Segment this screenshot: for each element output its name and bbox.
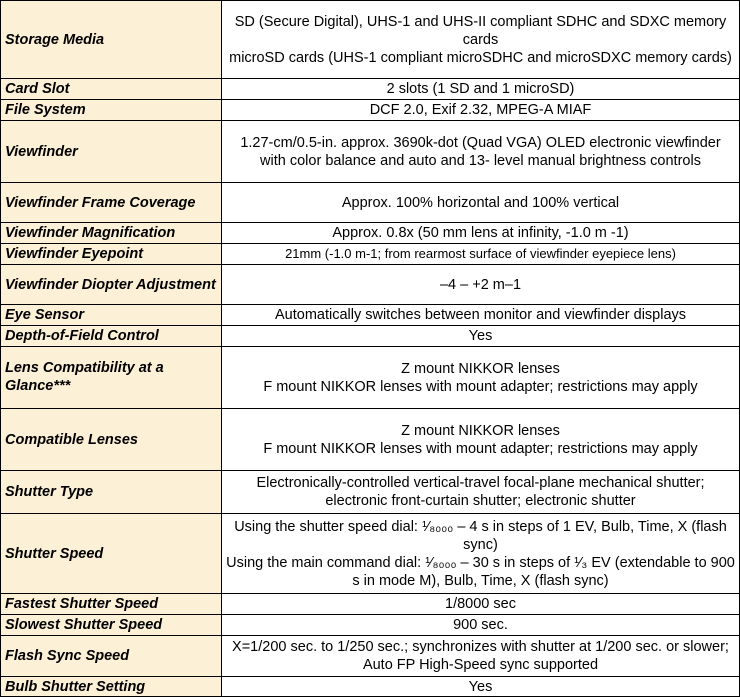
spec-row-fastest-shutter-speed: [1, 594, 740, 615]
spec-value-line: F mount NIKKOR lenses with mount adapter; restrictions may apply: [263, 378, 698, 395]
spec-row-lens-compatibility: [1, 347, 740, 409]
spec-value-line: Using the shutter speed dial: ¹⁄₈₀₀₀ – 4 s in steps of 1 EV, Bulb, Time, X (flash sync): [234, 518, 727, 553]
spec-value-line: Z mount NIKKOR lenses: [401, 422, 560, 439]
spec-label: Lens Compatibility at a Glance***: [1, 347, 222, 409]
spec-row-viewfinder-eyepoint: [1, 244, 740, 265]
spec-row-file-system: [1, 100, 740, 121]
spec-label: Viewfinder Eyepoint: [1, 244, 222, 265]
spec-row-slowest-shutter-speed: [1, 615, 740, 636]
spec-row-viewfinder-diopter-adjustment: [1, 265, 740, 305]
spec-label: Flash Sync Speed: [1, 636, 222, 677]
spec-label: Storage Media: [1, 1, 222, 79]
spec-value: [222, 615, 740, 636]
spec-value-line: SD (Secure Digital), UHS-1 and UHS-II compliant SDHC and SDXC memory cards: [234, 13, 727, 48]
spec-row-shutter-type: [1, 471, 740, 514]
spec-value: [222, 79, 740, 100]
spec-row-viewfinder-magnification: [1, 223, 740, 244]
spec-value-line: F mount NIKKOR lenses with mount adapter; restrictions may apply: [263, 440, 698, 457]
spec-value-line: Electronically-controlled vertical-travel focal-plane mechanical shutter; electronic front-curtain shutter; electronic shutter: [256, 475, 705, 509]
spec-label: Fastest Shutter Speed: [1, 594, 222, 615]
spec-label: Shutter Type: [1, 471, 222, 514]
spec-value: [222, 223, 740, 244]
spec-row-compatible-lenses: [1, 409, 740, 471]
spec-value-line: 2 slots (1 SD and 1 microSD): [386, 81, 575, 97]
spec-row-viewfinder-frame-coverage: [1, 183, 740, 223]
spec-value: [222, 183, 740, 223]
spec-row-bulb-shutter-setting: [1, 677, 740, 697]
spec-value: [222, 1, 740, 79]
spec-row-depth-of-field-control: [1, 326, 740, 347]
spec-label: Compatible Lenses: [1, 409, 222, 471]
spec-value-line: 21mm (-1.0 m-1; from rearmost surface of viewfinder eyepiece lens): [285, 246, 676, 261]
spec-label: Viewfinder: [1, 121, 222, 183]
spec-label: File System: [1, 100, 222, 121]
spec-value-line: 1.27-cm/0.5-in. approx. 3690k-dot (Quad VGA) OLED electronic viewfinder with color balance and auto and 13- level manual brightness controls: [240, 134, 721, 169]
spec-value-line: microSD cards (UHS-1 compliant microSDHC and microSDXC memory cards): [229, 49, 732, 66]
spec-label: Card Slot: [1, 79, 222, 100]
spec-value-line: DCF 2.0, Exif 2.32, MPEG-A MIAF: [369, 102, 592, 118]
spec-value-line: Approx. 0.8x (50 mm lens at infinity, -1.0 m -1): [332, 225, 629, 241]
spec-value: [222, 100, 740, 121]
spec-value-line: X=1/200 sec. to 1/250 sec.; synchronizes with shutter at 1/200 sec. or slower; Auto FP High-Speed sync supported: [232, 639, 729, 673]
spec-value: [222, 326, 740, 347]
spec-value: [222, 121, 740, 183]
spec-value-line: Automatically switches between monitor and viewfinder displays: [274, 307, 687, 323]
spec-row-shutter-speed: [1, 514, 740, 594]
spec-value-line: Yes: [468, 678, 493, 695]
spec-value-line: 1/8000 sec: [445, 596, 516, 612]
spec-label: Eye Sensor: [1, 305, 222, 326]
spec-value: [222, 265, 740, 305]
spec-value: [222, 471, 740, 514]
spec-row-eye-sensor: [1, 305, 740, 326]
spec-value: [222, 514, 740, 594]
spec-label: Slowest Shutter Speed: [1, 615, 222, 636]
spec-row-card-slot: [1, 79, 740, 100]
spec-value: [222, 594, 740, 615]
spec-label: Shutter Speed: [1, 514, 222, 594]
spec-label: Depth-of-Field Control: [1, 326, 222, 347]
spec-value-line: Yes: [468, 328, 493, 344]
spec-value-line: –4 – +2 m–1: [439, 276, 522, 293]
spec-label: Bulb Shutter Setting: [1, 677, 222, 697]
spec-row-flash-sync-speed: [1, 636, 740, 677]
spec-value: [222, 636, 740, 677]
spec-label: Viewfinder Magnification: [1, 223, 222, 244]
spec-label: Viewfinder Frame Coverage: [1, 183, 222, 223]
spec-value: [222, 244, 740, 265]
spec-value: [222, 677, 740, 697]
spec-value: [222, 409, 740, 471]
spec-value: [222, 305, 740, 326]
spec-value-line: Approx. 100% horizontal and 100% vertical: [341, 194, 620, 211]
spec-value-line: 900 sec.: [453, 617, 508, 633]
spec-value-line: Z mount NIKKOR lenses: [401, 360, 560, 377]
spec-row-storage-media: [1, 1, 740, 79]
spec-label: Viewfinder Diopter Adjustment: [1, 265, 222, 305]
spec-value-line: Using the main command dial: ¹⁄₈₀₀₀ – 30 s in steps of ¹⁄₃ EV (extendable to 900 s in mode M), Bulb, Time, X (flash sync): [226, 554, 735, 589]
spec-value: [222, 347, 740, 409]
spec-row-viewfinder: [1, 121, 740, 183]
